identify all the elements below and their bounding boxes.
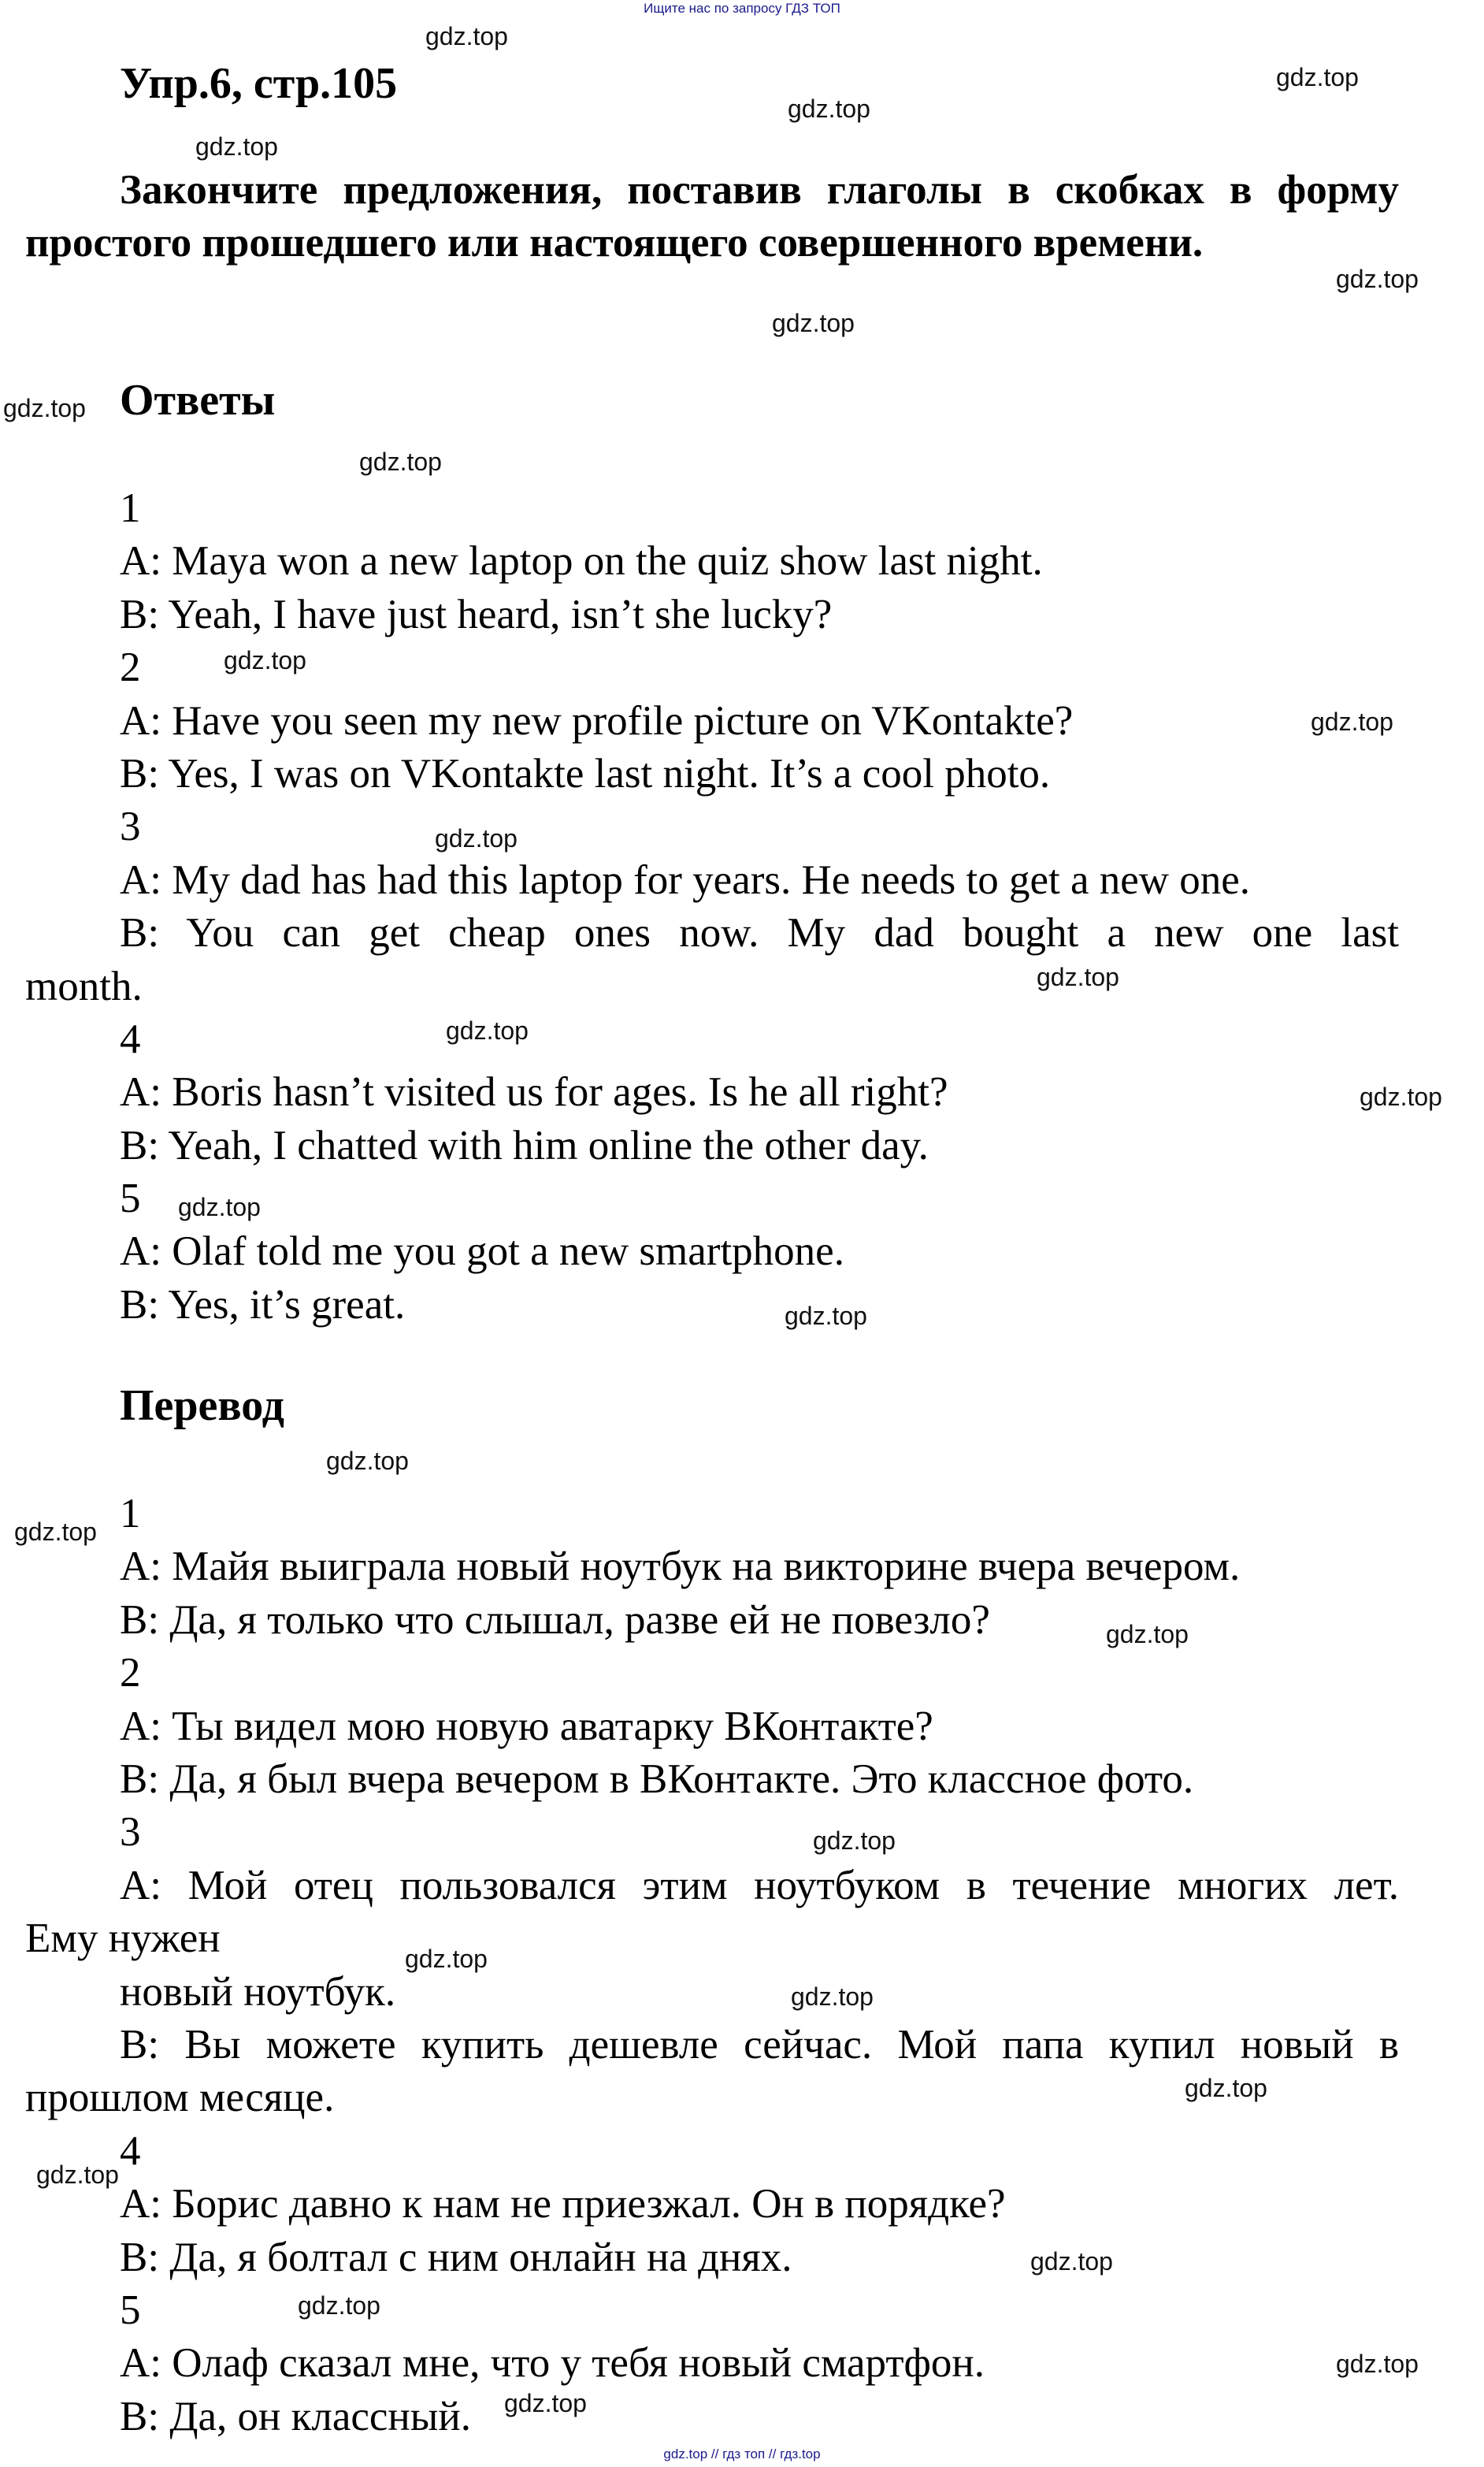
watermark: gdz.top bbox=[785, 1302, 867, 1330]
watermark: gdz.top bbox=[504, 2389, 587, 2417]
watermark: gdz.top bbox=[1106, 1620, 1189, 1648]
translation-line: 2 bbox=[120, 1650, 141, 1696]
answer-line: B: Yes, I was on VKontakte last night. It’s a cool photo. bbox=[120, 750, 1051, 797]
watermark: gdz.top bbox=[1360, 1083, 1442, 1111]
bottom-banner: gdz.top // гдз топ // гдз.top bbox=[663, 2447, 821, 2461]
watermark: gdz.top bbox=[1336, 265, 1419, 293]
watermark: gdz.top bbox=[446, 1016, 529, 1045]
translation-line: В: Да, я болтал с ним онлайн на днях. bbox=[120, 2234, 792, 2280]
watermark: gdz.top bbox=[405, 1945, 488, 1973]
top-banner: Ищите нас по запросу ГДЗ ТОП bbox=[644, 1, 840, 16]
watermark: gdz.top bbox=[14, 1518, 97, 1546]
translation-line: прошлом месяце. bbox=[25, 2075, 335, 2121]
answer-line: month. bbox=[25, 963, 143, 1009]
answer-line: 1 bbox=[120, 485, 141, 531]
answer-line: 2 bbox=[120, 645, 141, 691]
exercise-title: Упр.6, стр.105 bbox=[120, 59, 398, 108]
translation-line: 1 bbox=[120, 1491, 141, 1536]
translation-line: новый ноутбук. bbox=[120, 1968, 396, 2015]
watermark: gdz.top bbox=[1185, 2074, 1267, 2102]
translation-heading: Перевод bbox=[120, 1381, 284, 1430]
translation-line: 3 bbox=[120, 1809, 141, 1856]
watermark: gdz.top bbox=[788, 95, 870, 123]
answer-line: 4 bbox=[120, 1016, 141, 1062]
watermark: gdz.top bbox=[195, 132, 278, 161]
translation-line: А: Ты видел мою новую аватарку ВКонтакте? bbox=[120, 1703, 933, 1749]
watermark: gdz.top bbox=[1336, 2350, 1419, 2378]
translation-line: А: Мой отец пользовался этим ноутбуком в течение многих лет. bbox=[120, 1862, 1399, 1908]
translation-line: В: Вы можете купить дешевле сейчас. Мой папа купил новый в bbox=[120, 2021, 1399, 2068]
translation-line: Ему нужен bbox=[25, 1915, 221, 1962]
watermark: gdz.top bbox=[359, 448, 442, 476]
answer-line: A: Boris hasn’t visited us for ages. Is he all right? bbox=[120, 1069, 948, 1116]
watermark: gdz.top bbox=[224, 646, 306, 674]
answer-line: 5 bbox=[120, 1176, 141, 1222]
translation-line: А: Олаф сказал мне, что у тебя новый смартфон. bbox=[120, 2340, 985, 2387]
translation-block bbox=[25, 1488, 1399, 2443]
translation-line: B: Да, я только что слышал, разве ей не повезло? bbox=[120, 1596, 990, 1643]
answer-line: B: Yeah, I chatted with him online the other day. bbox=[120, 1122, 929, 1168]
watermark: gdz.top bbox=[178, 1193, 261, 1221]
translation-line: А: Борис давно к нам не приезжал. Он в порядке? bbox=[120, 2181, 1006, 2227]
answer-line: B: Yeah, I have just heard, isn’t she lucky? bbox=[120, 591, 833, 637]
watermark: gdz.top bbox=[36, 2160, 119, 2189]
answer-line: B: You can get cheap ones now. My dad bought a new one last bbox=[120, 910, 1399, 957]
translation-line: 4 bbox=[120, 2127, 141, 2174]
answer-line: A: Olaf told me you got a new smartphone. bbox=[120, 1228, 844, 1275]
watermark: gdz.top bbox=[3, 394, 86, 422]
watermark: gdz.top bbox=[425, 22, 508, 50]
answer-line: A: My dad has had this laptop for years. He needs to get a new one. bbox=[120, 856, 1251, 903]
answer-line: 3 bbox=[120, 804, 141, 850]
watermark: gdz.top bbox=[326, 1447, 409, 1475]
answers-heading: Ответы bbox=[120, 376, 276, 425]
answer-line: A: Have you seen my new profile picture on VKontakte? bbox=[120, 697, 1074, 744]
watermark: gdz.top bbox=[1311, 708, 1393, 736]
watermark: gdz.top bbox=[813, 1826, 896, 1855]
translation-line: В: Да, я был вчера вечером в ВКонтакте. Это классное фото. bbox=[120, 1756, 1194, 1802]
watermark: gdz.top bbox=[298, 2291, 380, 2320]
translation-line: В: Да, он классный. bbox=[120, 2393, 471, 2439]
watermark: gdz.top bbox=[1037, 963, 1119, 991]
watermark: gdz.top bbox=[435, 824, 518, 853]
watermark: gdz.top bbox=[1030, 2247, 1113, 2276]
watermark: gdz.top bbox=[791, 1982, 874, 2011]
translation-line: А: Майя выиграла новый ноутбук на викторине вчера вечером. bbox=[120, 1544, 1241, 1590]
translation-line: 5 bbox=[120, 2287, 141, 2333]
watermark: gdz.top bbox=[772, 309, 855, 337]
watermark: gdz.top bbox=[1276, 63, 1359, 91]
answer-line: B: Yes, it’s great. bbox=[120, 1281, 406, 1328]
answer-line: A: Maya won a new laptop on the quiz show last night. bbox=[120, 538, 1043, 585]
task-text: Закончите предложения, поставив глаголы в скобках в форму простого прошедшего или настоящего совершенного времени. bbox=[25, 167, 1399, 266]
